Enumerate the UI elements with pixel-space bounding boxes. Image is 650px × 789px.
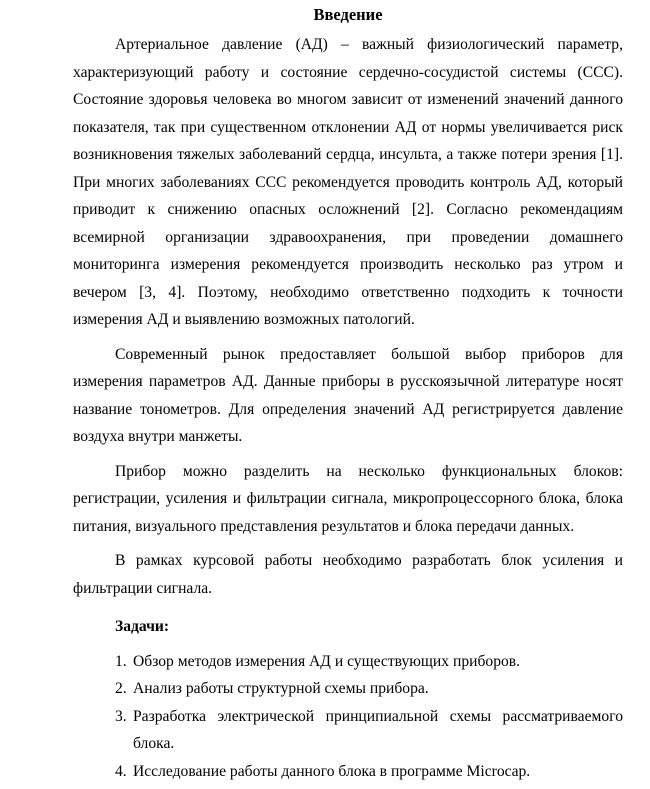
list-item-number: 1. [115, 652, 127, 670]
list-item-number: 2. [115, 680, 127, 697]
paragraph-intro: Артериальное давление (АД) – важный физиологический параметр, характеризующий работу и состояние сердечно-сосудистой системы (ССС). Состояние здоровья человека во многом зависит от изменений значений данного показателя, так при существенном отклонении АД от нормы увеличивается риск возникновения тяжелых заболеваний сердца, инсульта, а также потери зрения [1]. При многих заболеваниях ССС рекомендуется проводить контроль АД, который приводит к снижению опасных осложнений [2]. Согласно рекомендациям всемирной организации здравоохранения, при проведении домашнего мониторинга измерения рекомендуется производить несколько раз утром и вечером [3, 4]. Поэтому, необходимо ответственно подходить к точности измерения АД и выявлению возможных патологий. [73, 36, 623, 328]
page-title: Введение [313, 5, 383, 24]
list-item-number: 3. [115, 707, 127, 725]
list-item-text: Разработка электрической принципиальной схемы рассматриваемого блока. [133, 707, 623, 752]
list-item [73, 648, 623, 676]
paragraph-goal: В рамках курсовой работы необходимо разработать блок усиления и фильтрации сигнала. [73, 552, 623, 597]
list-item-text: Анализ работы структурной схемы прибора. [133, 680, 429, 697]
list-item-text: Обзор методов измерения АД и существующих приборов. [133, 652, 521, 670]
tasks-list [73, 648, 623, 786]
tasks-heading: Задачи: [115, 618, 170, 635]
list-item-number: 4. [115, 762, 127, 780]
list-item [73, 703, 623, 758]
list-item [73, 758, 623, 786]
paragraph-blocks: Прибор можно разделить на несколько функциональных блоков: регистрации, усиления и фильтрации сигнала, микропроцессорного блока, блока питания, визуального представления результатов и блока передачи данных. [73, 462, 623, 535]
list-item [73, 675, 623, 703]
paragraph-market: Современный рынок предоставляет большой выбор приборов для измерения параметров АД. Данные приборы в русскоязычной литературе носят название тонометров. Для определения значений АД регистрируется давление воздуха внутри манжеты. [73, 345, 623, 445]
list-item-text: Исследование работы данного блока в программе Microcap. [133, 762, 531, 780]
document-page [73, 0, 623, 785]
